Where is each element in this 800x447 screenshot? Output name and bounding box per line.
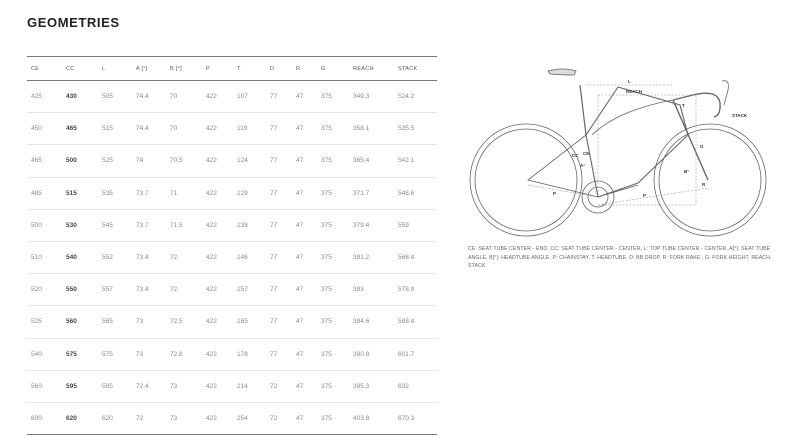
- cell-p: 422: [206, 254, 217, 262]
- cell-reach: 383: [353, 286, 364, 294]
- cell-r: 47: [296, 350, 304, 358]
- cell-d: 72: [270, 414, 278, 422]
- cell-cc: 430: [66, 93, 77, 101]
- cell-stack: 588.4: [398, 318, 415, 326]
- label-cc: CC: [572, 153, 579, 158]
- cell-ce: 510: [31, 254, 42, 262]
- cell-a: 73.7: [136, 189, 149, 197]
- cell-t: 146: [237, 254, 248, 262]
- cell-stack: 601.7: [398, 350, 415, 358]
- label-p-chainstay: P: [553, 191, 557, 196]
- cell-r: 47: [296, 189, 304, 197]
- cell-g: 375: [321, 286, 332, 294]
- label-stack: STACK: [732, 113, 748, 118]
- header-a: A [°]: [136, 65, 148, 72]
- cell-ce: 600: [31, 414, 42, 422]
- cell-ce: 500: [31, 221, 42, 229]
- cell-d: 77: [270, 157, 278, 165]
- cell-p: 422: [206, 318, 217, 326]
- cell-cc: 560: [66, 318, 77, 326]
- cell-d: 77: [270, 189, 278, 197]
- cell-g: 375: [321, 382, 332, 390]
- cell-p: 422: [206, 350, 217, 358]
- cell-reach: 358.1: [353, 125, 370, 133]
- cell-ce: 520: [31, 286, 42, 294]
- cell-t: 138: [237, 221, 248, 229]
- header-cc: CC: [66, 65, 75, 72]
- cell-d: 77: [270, 221, 278, 229]
- cell-cc: 550: [66, 286, 77, 294]
- cell-r: 47: [296, 414, 304, 422]
- cell-p: 422: [206, 221, 217, 229]
- cell-cc: 530: [66, 221, 77, 229]
- cell-ce: 525: [31, 318, 42, 326]
- cell-l: 595: [102, 382, 113, 390]
- cell-g: 375: [321, 254, 332, 262]
- cell-l: 565: [102, 318, 113, 326]
- cell-t: 129: [237, 189, 248, 197]
- cell-g: 375: [321, 157, 332, 165]
- saddle-icon: [548, 69, 576, 75]
- cell-stack: 535.5: [398, 125, 415, 133]
- cell-d: 77: [270, 286, 278, 294]
- cell-p: 422: [206, 125, 217, 133]
- cell-a: 74.4: [136, 93, 149, 101]
- header-t: T: [237, 65, 241, 72]
- cell-p: 422: [206, 382, 217, 390]
- cell-t: 165: [237, 318, 248, 326]
- cell-t: 157: [237, 286, 248, 294]
- header-stack: STACK: [398, 65, 418, 72]
- label-a: A°: [580, 163, 586, 168]
- cell-l: 545: [102, 221, 113, 229]
- cell-stack: 670.3: [398, 414, 415, 422]
- cell-r: 47: [296, 254, 304, 262]
- cell-ce: 450: [31, 125, 42, 133]
- cell-reach: 390.8: [353, 350, 370, 358]
- cell-reach: 395.3: [353, 382, 370, 390]
- cell-b: 71: [170, 189, 178, 197]
- cell-cc: 595: [66, 382, 77, 390]
- table-header: [27, 56, 437, 81]
- cell-a: 74: [136, 157, 144, 165]
- cell-stack: 578.9: [398, 286, 415, 294]
- cell-cc: 620: [66, 414, 77, 422]
- cell-g: 375: [321, 350, 332, 358]
- cell-stack: 632: [398, 382, 409, 390]
- label-t: T: [682, 103, 685, 108]
- label-p: P: [643, 193, 647, 198]
- cell-t: 178: [237, 350, 248, 358]
- cell-a: 73.7: [136, 221, 149, 229]
- cell-l: 525: [102, 157, 113, 165]
- label-l: L: [628, 79, 631, 84]
- cell-a: 73.4: [136, 286, 149, 294]
- cell-b: 72.5: [170, 318, 183, 326]
- cell-d: 77: [270, 125, 278, 133]
- table-row: [27, 274, 437, 306]
- cell-g: 375: [321, 125, 332, 133]
- cell-p: 422: [206, 93, 217, 101]
- cell-t: 119: [237, 125, 248, 133]
- label-b: B°: [684, 169, 690, 174]
- cell-l: 535: [102, 189, 113, 197]
- cell-ce: 540: [31, 350, 42, 358]
- cell-l: 575: [102, 350, 113, 358]
- cell-reach: 365.4: [353, 157, 370, 165]
- rear-wheel-icon: [470, 124, 582, 236]
- header-reach: REACH: [353, 65, 374, 72]
- cell-reach: 371.7: [353, 189, 370, 197]
- cell-a: 73.4: [136, 254, 149, 262]
- cell-reach: 379.4: [353, 221, 370, 229]
- cell-a: 73: [136, 318, 144, 326]
- cell-cc: 465: [66, 125, 77, 133]
- table-row: [27, 81, 437, 113]
- cell-t: 107: [237, 93, 248, 101]
- header-b: B [°]: [170, 65, 182, 72]
- cell-stack: 524.2: [398, 93, 415, 101]
- cell-g: 375: [321, 318, 332, 326]
- geometry-legend: CE: SEAT TUBE CENTER - END, CC: SEAT TUBE CENTER - CENTER, L: TOP TUBE CENTER - CENTER, A[°]: SEAT TUBE ANGLE, B[°]: HEADTUBE ANGLE, P: CHAINSTAY, T: HEADTUBE, D: BB DROP, R: FORK RAKE , G: FORK HEIGHT, REACH, STACK: [468, 246, 772, 269]
- cell-r: 47: [296, 125, 304, 133]
- cell-cc: 575: [66, 350, 77, 358]
- cell-ce: 465: [31, 157, 42, 165]
- table-row: [27, 145, 437, 177]
- front-wheel-icon: [654, 124, 766, 236]
- label-ce: CE: [583, 151, 590, 156]
- cell-b: 73: [170, 414, 178, 422]
- cell-reach: 384.6: [353, 318, 370, 326]
- cell-r: 47: [296, 157, 304, 165]
- cell-p: 422: [206, 189, 217, 197]
- cell-a: 72.4: [136, 382, 149, 390]
- cell-cc: 540: [66, 254, 77, 262]
- cell-l: 552: [102, 254, 113, 262]
- cell-r: 47: [296, 286, 304, 294]
- cell-d: 72: [270, 382, 278, 390]
- cell-stack: 568.4: [398, 254, 415, 262]
- cell-reach: 381.2: [353, 254, 370, 262]
- label-r: R: [702, 182, 706, 187]
- cell-r: 47: [296, 221, 304, 229]
- cell-l: 505: [102, 93, 113, 101]
- cell-cc: 515: [66, 189, 77, 197]
- label-g: G: [700, 144, 704, 149]
- page-title: GEOMETRIES: [27, 15, 120, 30]
- cell-a: 72: [136, 414, 144, 422]
- cell-l: 557: [102, 286, 113, 294]
- cell-r: 47: [296, 318, 304, 326]
- table-row: [27, 403, 437, 435]
- cell-r: 47: [296, 93, 304, 101]
- header-ce: CE: [31, 65, 40, 72]
- cell-p: 422: [206, 286, 217, 294]
- cell-b: 71.5: [170, 221, 183, 229]
- cell-stack: 559: [398, 221, 409, 229]
- header-p: P: [206, 65, 210, 72]
- cell-p: 422: [206, 414, 217, 422]
- cell-g: 375: [321, 189, 332, 197]
- table-row: [27, 371, 437, 403]
- cell-g: 375: [321, 221, 332, 229]
- bike-geometry-diagram: [468, 55, 788, 240]
- cell-t: 124: [237, 157, 248, 165]
- header-l: L: [102, 65, 106, 72]
- table-row: [27, 178, 437, 210]
- cell-d: 77: [270, 318, 278, 326]
- header-g: G: [321, 65, 326, 72]
- cell-ce: 560: [31, 382, 42, 390]
- cell-a: 73: [136, 350, 144, 358]
- cell-a: 74.4: [136, 125, 149, 133]
- cell-b: 73: [170, 382, 178, 390]
- cell-ce: 485: [31, 189, 42, 197]
- cell-b: 70: [170, 93, 178, 101]
- cell-reach: 349.3: [353, 93, 370, 101]
- cell-stack: 542.1: [398, 157, 415, 165]
- cell-reach: 403.8: [353, 414, 370, 422]
- cell-d: 77: [270, 254, 278, 262]
- cell-stack: 548.6: [398, 189, 415, 197]
- cell-l: 515: [102, 125, 113, 133]
- cell-b: 70.5: [170, 157, 183, 165]
- cell-t: 214: [237, 382, 248, 390]
- cell-r: 47: [296, 382, 304, 390]
- table-row: [27, 242, 437, 274]
- cell-b: 72: [170, 254, 178, 262]
- cell-t: 254: [237, 414, 248, 422]
- cell-b: 72: [170, 286, 178, 294]
- header-d: D: [270, 65, 275, 72]
- header-r: R: [296, 65, 301, 72]
- cell-b: 72.8: [170, 350, 183, 358]
- cell-cc: 500: [66, 157, 77, 165]
- cell-p: 422: [206, 157, 217, 165]
- cell-b: 70: [170, 125, 178, 133]
- cell-ce: 425: [31, 93, 42, 101]
- label-reach: REACH: [626, 89, 643, 94]
- cell-d: 77: [270, 350, 278, 358]
- cell-l: 620: [102, 414, 113, 422]
- table-row: [27, 306, 437, 338]
- cell-g: 375: [321, 414, 332, 422]
- geometry-table: [27, 56, 437, 435]
- table-row: [27, 339, 437, 371]
- table-row: [27, 210, 437, 242]
- cell-g: 375: [321, 93, 332, 101]
- cell-d: 77: [270, 93, 278, 101]
- table-row: [27, 113, 437, 145]
